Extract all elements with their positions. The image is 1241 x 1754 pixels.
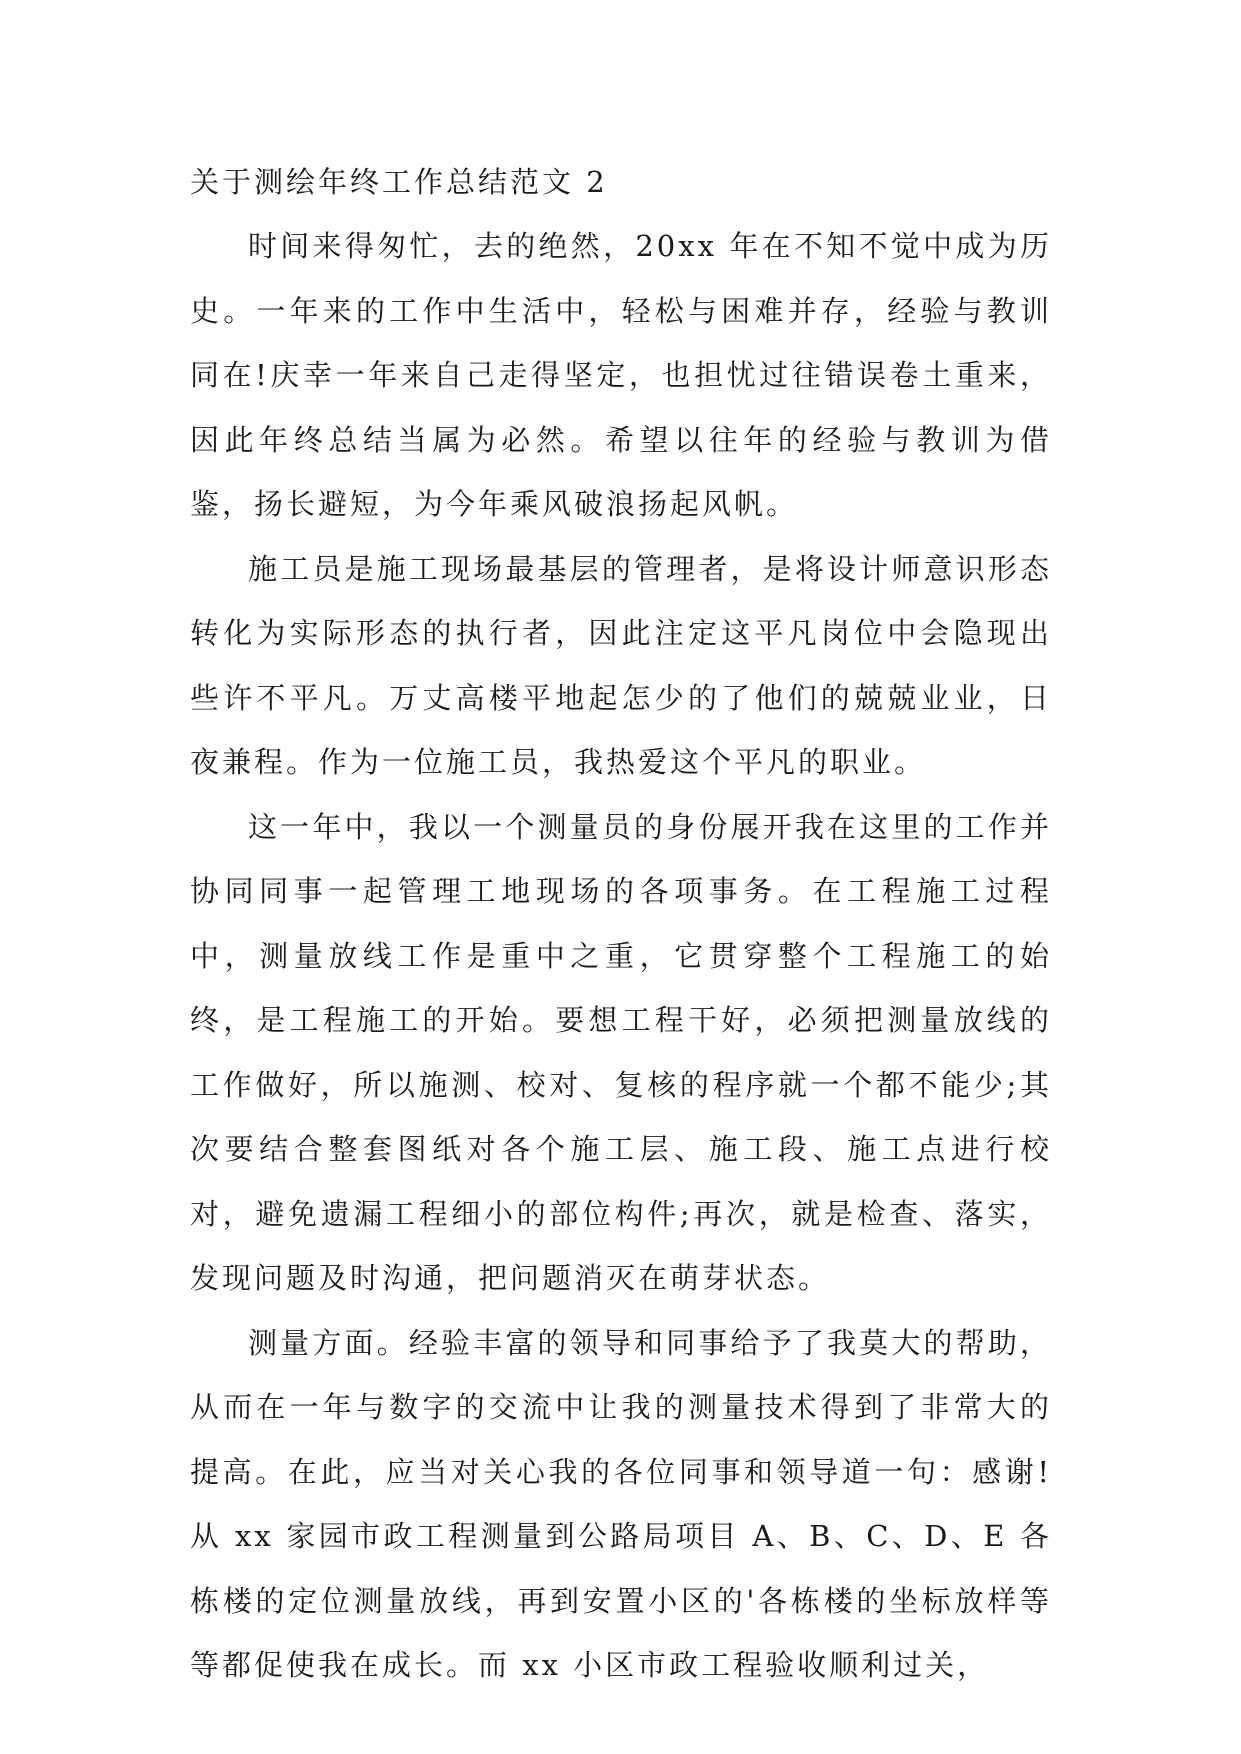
document-body [190,150,1052,1698]
paragraph-2: 施工员是施工现场最基层的管理者，是将设计师意识形态转化为实际形态的执行者，因此注定这平凡岗位中会隐现出些许不平凡。万丈高楼平地起怎少的了他们的兢兢业业，日夜兼程。作为一位施工员，我热爱这个平凡的职业。 [190,551,1052,779]
document-title: 关于测绘年终工作总结范文 2 [190,165,608,199]
paragraph-4: 测量方面。经验丰富的领导和同事给予了我莫大的帮助，从而在一年与数字的交流中让我的测量技术得到了非常大的提高。在此，应当对关心我的各位同事和领导道一句：感谢!从 xx 家园市政工程测量到公路局项目 A、B、C、D、E 各栋楼的定位测量放线，再到安置小区的'各栋楼的坐标放样等等都促使我在成长。而 xx 小区市政工程验收顺利过关， [190,1325,1052,1682]
paragraph-3: 这一年中，我以一个测量员的身份展开我在这里的工作并协同同事一起管理工地现场的各项事务。在工程施工过程中，测量放线工作是重中之重，它贯穿整个工程施工的始终，是工程施工的开始。要想工程干好，必须把测量放线的工作做好，所以施测、校对、复核的程序就一个都不能少;其次要结合整套图纸对各个施工层、施工段、施工点进行校对，避免遗漏工程细小的部位构件;再次，就是检查、落实，发现问题及时沟通，把问题消灭在萌芽状态。 [190,809,1052,1295]
paragraph-1: 时间来得匆忙，去的绝然，20xx 年在不知不觉中成为历史。一年来的工作中生活中，轻松与困难并存，经验与教训同在!庆幸一年来自己走得坚定，也担忧过往错误卷土重来，因此年终总结当属为必然。希望以往年的经验与教训为借鉴，扬长避短，为今年乘风破浪扬起风帆。 [190,229,1052,521]
